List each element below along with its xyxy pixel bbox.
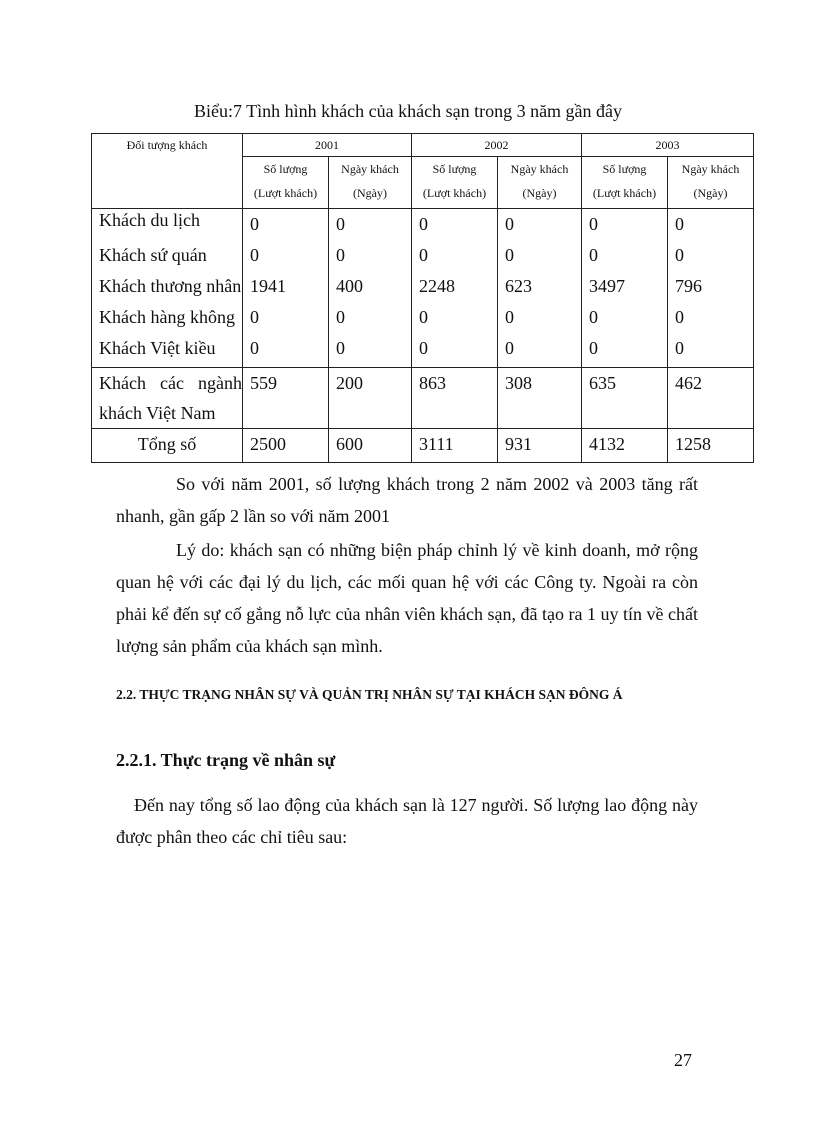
table-cell: 559 [243, 368, 329, 429]
table-cell: 600 [329, 429, 412, 463]
value-column-2002-count: 0 0 2248 0 0 [412, 209, 498, 368]
table-cell: 462 [668, 368, 754, 429]
value-column-2001-days: 0 0 400 0 0 [329, 209, 412, 368]
table-cell: 200 [329, 368, 412, 429]
guest-type-group-row [92, 209, 754, 368]
section-heading-2-2: 2.2. THỰC TRẠNG NHÂN SỰ VÀ QUẢN TRỊ NHÂN SỰ TẠI KHÁCH SẠN ĐÔNG Á [116, 687, 623, 702]
sub-header-count: Số lượng (Lượt khách) [243, 157, 329, 209]
row-label: Tổng số [92, 429, 243, 463]
value-column-2001-count: 0 0 1941 0 0 [243, 209, 329, 368]
page-number: 27 [674, 1050, 692, 1070]
year-header: 2001 [243, 134, 412, 157]
table-cell: 863 [412, 368, 498, 429]
row-label: Khách các ngành khách Việt Nam [92, 368, 243, 429]
table-cell: 308 [498, 368, 582, 429]
total-row [92, 429, 754, 463]
sub-header-count: Số lượng (Lượt khách) [412, 157, 498, 209]
paragraph-staff: Đến nay tổng số lao động của khách sạn là 127 người. Số lượng lao động này được phân theo các chỉ tiêu sau: [116, 795, 698, 847]
table-cell: 3111 [412, 429, 498, 463]
table-cell: 1258 [668, 429, 754, 463]
sub-header-days: Ngày khách (Ngày) [498, 157, 582, 209]
table-cell: 4132 [582, 429, 668, 463]
guest-statistics-table [91, 133, 754, 463]
paragraph-comparison: So với năm 2001, số lượng khách trong 2 năm 2002 và 2003 tăng rất nhanh, gần gấp 2 lần so với năm 2001 [116, 474, 698, 526]
domestic-guest-row [92, 368, 754, 429]
year-header: 2003 [582, 134, 754, 157]
value-column-2003-days: 0 0 796 0 0 [668, 209, 754, 368]
table-cell: 2500 [243, 429, 329, 463]
value-column-2003-count: 0 0 3497 0 0 [582, 209, 668, 368]
paragraph-reasons: Lý do: khách sạn có những biện pháp chỉnh lý về kinh doanh, mở rộng quan hệ với các đại lý du lịch, các mối quan hệ với các Công ty. Ngoài ra còn phải kể đến sự cố gắng nỗ lực của nhân viên khách sạn, đã tạo ra 1 uy tín về chất lượng sản phẩm của khách sạn mình. [116, 540, 698, 656]
year-header: 2002 [412, 134, 582, 157]
sub-header-days: Ngày khách (Ngày) [329, 157, 412, 209]
table-caption: Biểu:7 Tình hình khách của khách sạn trong 3 năm gần đây [193, 101, 623, 121]
sub-header-count: Số lượng (Lượt khách) [582, 157, 668, 209]
sub-header-days: Ngày khách (Ngày) [668, 157, 754, 209]
table-cell: 635 [582, 368, 668, 429]
year-header-row [92, 134, 754, 157]
section-heading-2-2-1: 2.2.1. Thực trạng về nhân sự [116, 750, 336, 770]
guest-type-labels: Khách du lịch Khách sứ quán Khách thương nhân Khách hàng không Khách Việt kiều [92, 209, 243, 368]
table-cell: 931 [498, 429, 582, 463]
value-column-2002-days: 0 0 623 0 0 [498, 209, 582, 368]
corner-label: Đối tượng khách [92, 134, 243, 209]
